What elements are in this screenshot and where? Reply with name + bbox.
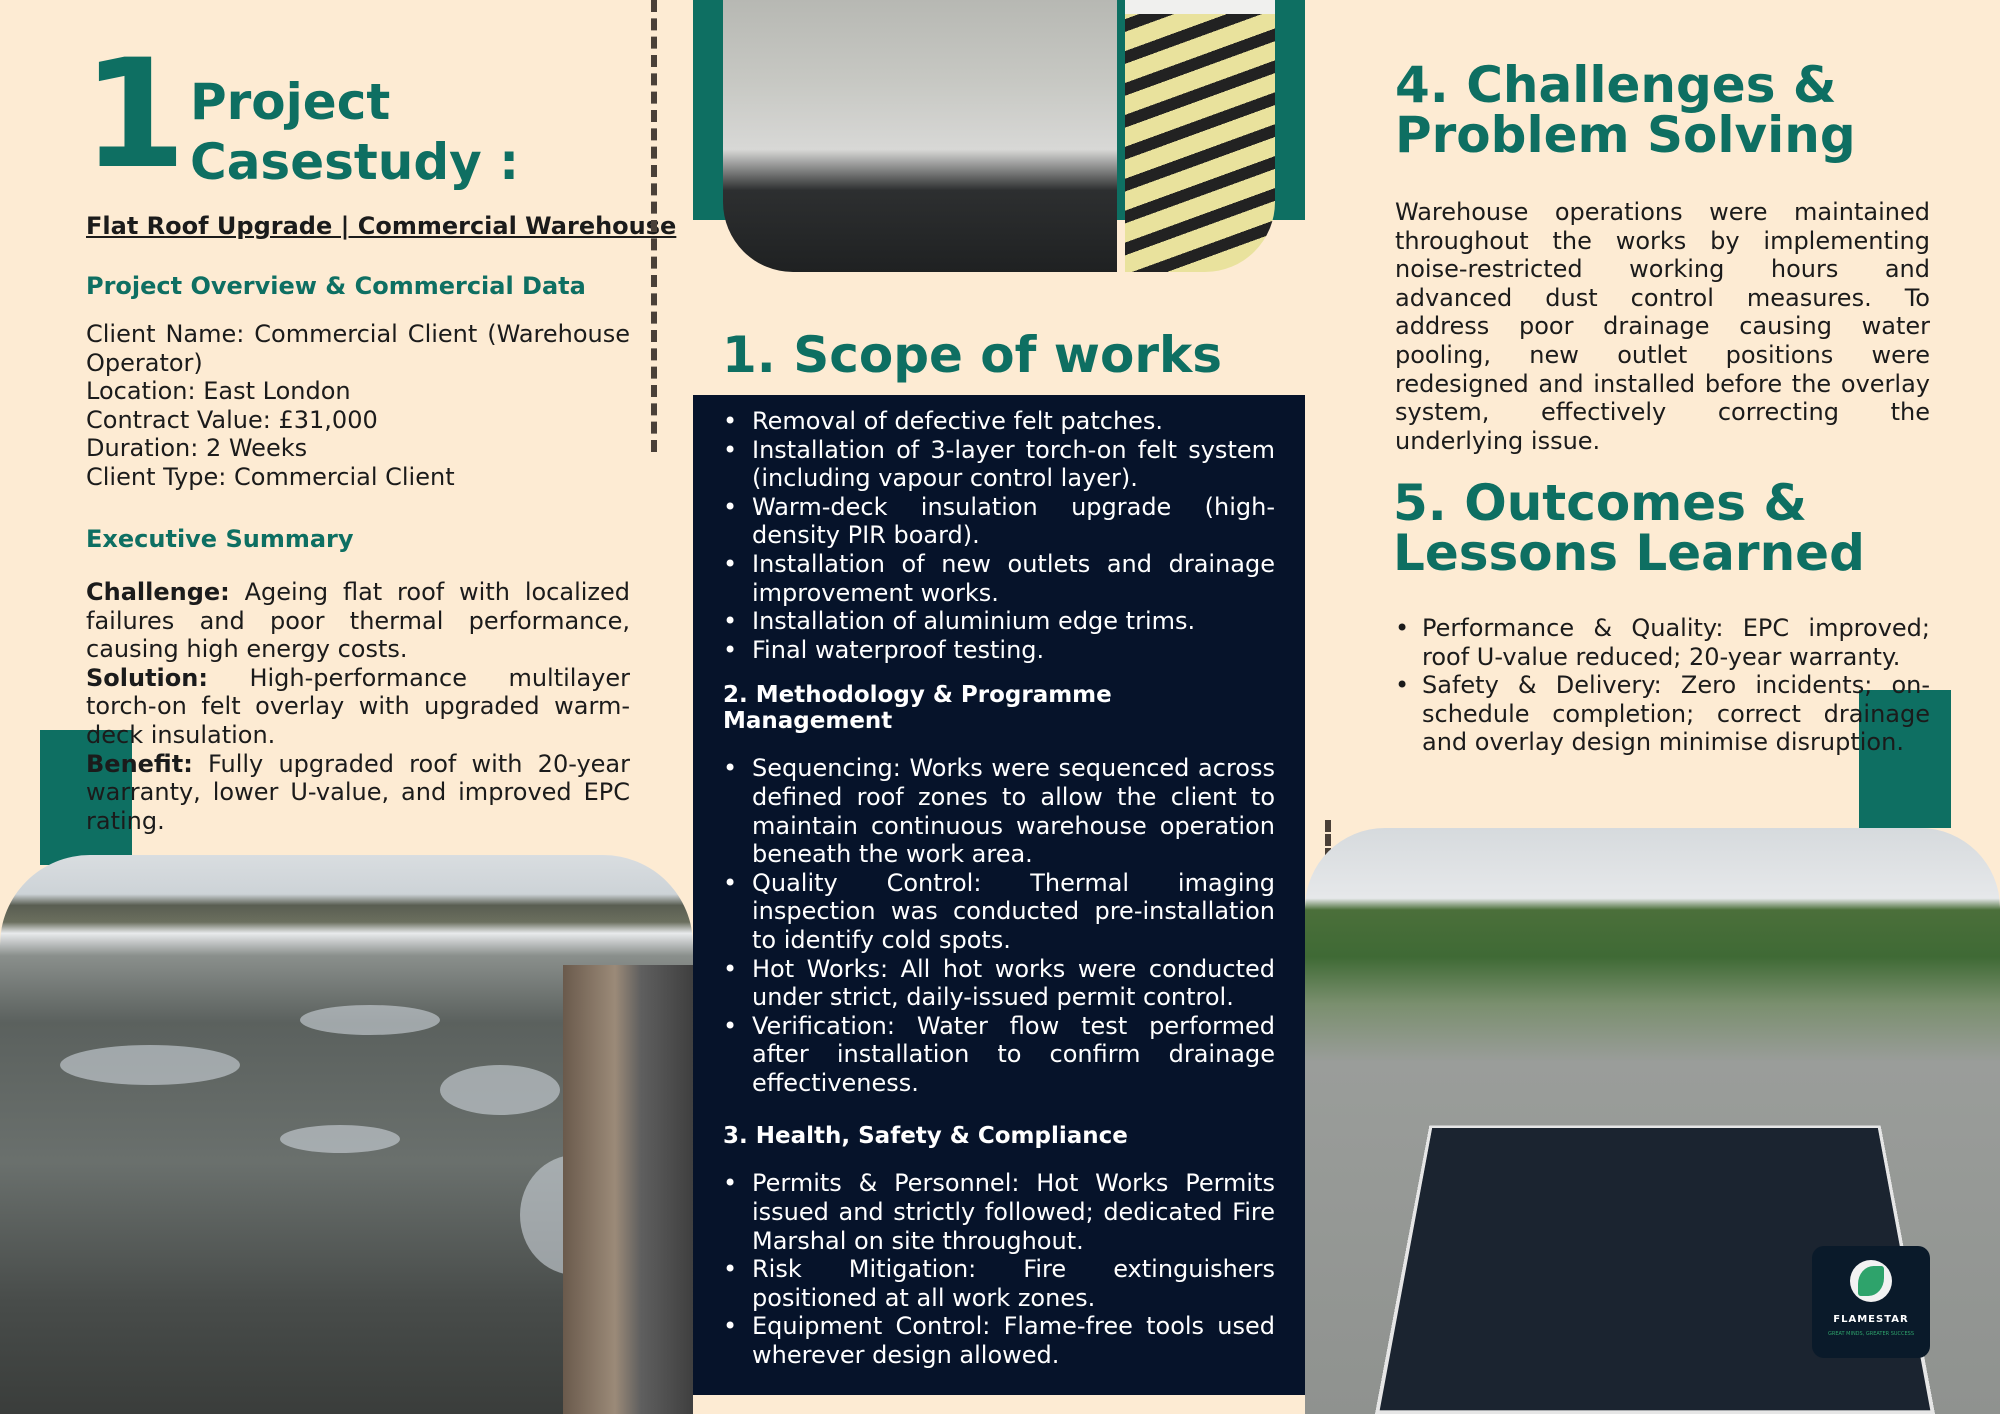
list-item: • Removal of defective felt patches. <box>721 407 1275 436</box>
flamestar-logo <box>1812 1246 1930 1358</box>
outcomes-heading <box>1393 474 1865 582</box>
overview-item: Duration: 2 Weeks <box>86 434 308 463</box>
page-title <box>190 72 519 192</box>
list-item: • Safety & Delivery: Zero incidents; on-schedule completion; correct drainage and overlay design minimise disruption. <box>1393 671 1930 757</box>
health-safety-heading: 3. Health, Safety & Compliance <box>723 1123 1128 1150</box>
executive-summary <box>86 578 630 835</box>
dashed-divider <box>651 0 657 452</box>
solution-paragraph <box>86 664 630 750</box>
challenge-paragraph <box>86 578 630 664</box>
challenges-heading <box>1395 56 1856 164</box>
benefit-text: Fully upgraded roof with 20-year warranty, lower U-value, and improved EPC rating. <box>86 749 630 835</box>
challenge-label: Challenge: <box>86 578 230 606</box>
challenge-text: Ageing flat roof with localized failures and poor thermal performance, causing high energy costs. <box>86 578 630 664</box>
logo-tagline: GREAT MINDS, GREATER SUCCESS <box>1827 1331 1915 1337</box>
list-item: • Installation of 3-layer torch-on felt system (including vapour control layer). <box>721 436 1275 493</box>
solution-text: High-performance multilayer torch-on felt overlay with upgraded warm-deck insulation. <box>86 663 630 749</box>
photo-roofers-torch-on-felt <box>723 0 1117 272</box>
title-line-2: Casestudy : <box>190 133 520 191</box>
logo-name: FLAMESTAR <box>1833 1314 1909 1325</box>
list-item: • Performance & Quality: EPC improved; roof U-value reduced; 20-year warranty. <box>1393 614 1930 671</box>
outcomes-heading-line-1: 5. Outcomes & <box>1393 474 1807 532</box>
photo-warehouse-roof-before <box>0 855 693 1414</box>
title-line-1: Project <box>190 73 391 131</box>
list-item: • Warm-deck insulation upgrade (high-density PIR board). <box>721 493 1275 550</box>
project-subtitle: Flat Roof Upgrade | Commercial Warehouse <box>86 212 677 240</box>
scope-list <box>721 407 1275 664</box>
challenges-heading-line-1: 4. Challenges & <box>1395 56 1837 114</box>
photo-insulation-boards <box>1125 0 1275 272</box>
list-item: • Hot Works: All hot works were conducted under strict, daily-issued permit control. <box>721 955 1275 1012</box>
outcomes-heading-line-2: Lessons Learned <box>1393 524 1865 582</box>
methodology-heading: 2. Methodology & Programme Management <box>723 682 1112 735</box>
list-item: • Installation of aluminium edge trims. <box>721 607 1275 636</box>
overview-item: Contract Value: £31,000 <box>86 405 378 434</box>
list-item: • Risk Mitigation: Fire extinguishers positioned at all work zones. <box>721 1255 1275 1312</box>
overview-item: Client Name: Commercial Client (Warehouse Operator) <box>86 320 630 377</box>
list-item: • Installation of new outlets and drainage improvement works. <box>721 550 1275 607</box>
solution-label: Solution: <box>86 663 208 692</box>
benefit-paragraph <box>86 750 630 836</box>
list-item: • Verification: Water flow test performed after installation to confirm drainage effectiveness. <box>721 1012 1275 1098</box>
list-item: • Quality Control: Thermal imaging inspection was conducted pre-installation to identify cold spots. <box>721 869 1275 955</box>
health-safety-list <box>721 1169 1275 1369</box>
overview-list <box>86 320 630 492</box>
methodology-list <box>721 754 1275 1097</box>
list-item: • Sequencing: Works were sequenced across defined roof zones to allow the client to maintain continuous warehouse operation beneath the work area. <box>721 754 1275 868</box>
overview-item: Location: East London <box>86 377 351 406</box>
scope-heading: 1. Scope of works <box>722 326 1223 384</box>
overview-heading: Project Overview & Commercial Data <box>86 272 586 300</box>
project-number: 1 <box>82 28 181 202</box>
list-item: • Final waterproof testing. <box>721 636 1275 665</box>
overview-item: Client Type: Commercial Client <box>86 462 455 491</box>
challenges-body: Warehouse operations were maintained throughout the works by implementing noise-restricted working hours and advanced dust control measures. To address poor drainage causing water pooling, new outlet positions were redesigned and installed before the overlay system, effectively correcting the underlying issue. <box>1395 198 1930 455</box>
executive-summary-heading: Executive Summary <box>86 525 354 553</box>
challenges-heading-line-2: Problem Solving <box>1395 106 1856 164</box>
list-item: • Permits & Personnel: Hot Works Permits issued and strictly followed; dedicated Fire Marshal on site throughout. <box>721 1169 1275 1255</box>
outcomes-list <box>1393 614 1930 757</box>
list-item: • Equipment Control: Flame-free tools used wherever design allowed. <box>721 1312 1275 1369</box>
benefit-label: Benefit: <box>86 749 193 778</box>
scope-panel <box>693 395 1305 1395</box>
